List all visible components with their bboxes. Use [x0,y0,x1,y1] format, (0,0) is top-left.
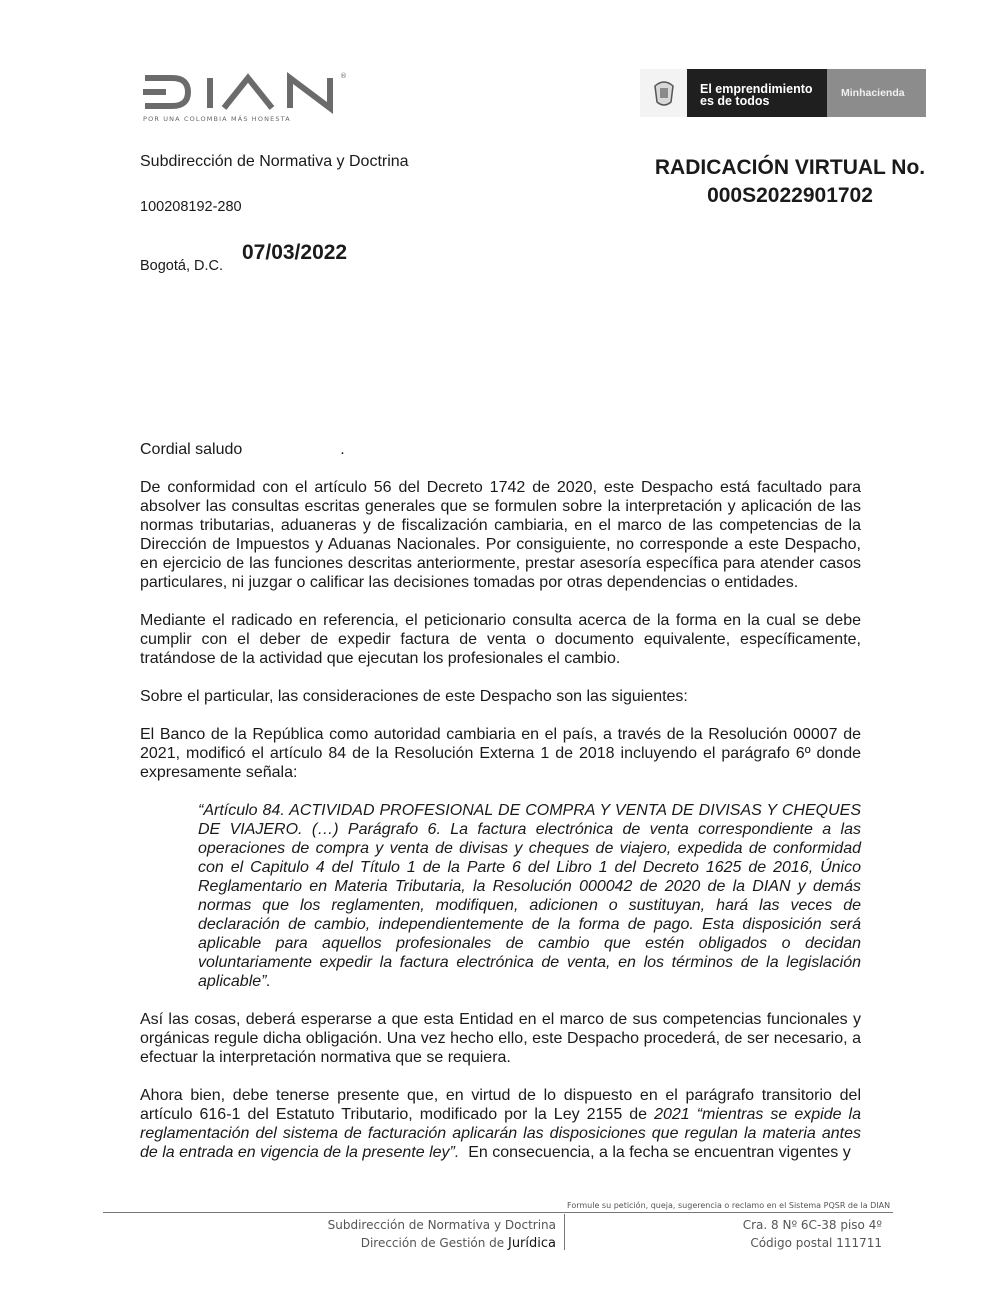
transitory-quote: 2021 “mientras se expide la reglamentación del sistema de facturación aplicarán las disposiciones que regulan la materia antes de la entrada en vigencia de la presente ley”. [140,1106,861,1161]
government-logo [640,69,926,117]
transitory-tail: En consecuencia, a la fecha se encuentran vigentes y [459,1144,851,1161]
paragraph-transitory [140,1086,861,1162]
quoted-article: “Artículo 84. ACTIVIDAD PROFESIONAL DE COMPRA Y VENTA DE DIVISAS Y CHEQUES DE VIAJERO. (…) Parágrafo 6. La factura electrónica de venta correspondiente a las operaciones de compra y venta de divisas y cheques de viajero, expedida de conformidad con el Capitulo 4 del Título 1 de la Parte 6 del Libro 1 del Decreto 1625 de 2016, Único Reglamentario en Materia Tributaria, la Resolución 000042 de 2020 de la DIAN y demás normas que los reglamenten, modifiquen, adicionen o sustituyan, hará las veces de declaración de cambio, independientemente de la forma de pago. Esta disposición será aplicable para aquellos profesionales de cambio que estén obligados o decidan voluntariamente expedir la factura electrónica de venta, en los términos de la legislación aplicable”. [198,802,861,990]
place: Bogotá, D.C. [140,258,224,274]
gov-slogan-line1: El emprendimiento [700,82,813,96]
footer-direction-strong: Jurídica [507,1236,556,1251]
footer-postal: Código postal 111711 [750,1236,882,1250]
paragraph-consultation: Mediante el radicado en referencia, el peticionario consulta acerca de la forma en la cual se debe cumplir con el deber de expedir factura de venta o documento equivalente, específicamente, tratándose de la actividad que ejecutan los profesionales el cambio. [140,612,861,667]
footer-direction-prefix: Dirección de Gestión de [360,1236,508,1250]
greeting-dot: . [340,441,345,458]
footer-office-block [328,1216,556,1253]
dian-wordmark-icon [140,70,355,115]
svg-text:®: ® [340,72,347,80]
radicacion-value: 000S2022901702 [707,184,873,207]
footer-address: Cra. 8 Nº 6C-38 piso 4º [742,1218,882,1232]
footer-address-block [743,1216,882,1252]
footer-rule [103,1212,893,1213]
paragraph-considerations: Sobre el particular, las consideraciones de este Despacho son las siguientes: [140,688,688,705]
dian-tagline: POR UNA COLOMBIA MÁS HONESTA [143,115,291,123]
paragraph-competence: De conformidad con el artículo 56 del Decreto 1742 de 2020, este Despacho está facultado para absolver las consultas escritas generales que se formulen sobre la interpretación y aplicación de las normas tributarias, aduaneras y de fiscalización cambiaria, en el marco de las competencias de la Dirección de Impuestos y Aduanas Nacionales. Por consiguiente, no corresponde a este Despacho, en ejercicio de las funciones descritas anteriormente, prestar asesoría específica para atender casos particulares, ni juzgar o calificar las decisiones tomadas por otras dependencias o entidades. [140,479,861,591]
transitory-text: Ahora bien, debe tenerse presente que, en virtud de lo dispuesto en el parágrafo transitorio del artículo 616-1 del Estatuto Tributario, modificado por la Ley 2155 de [140,1087,861,1123]
footer-direction [328,1234,556,1253]
gov-slogan-line2: es de todos [700,94,770,108]
office-name: Subdirección de Normativa y Doctrina [140,153,409,170]
paragraph-resolution: El Banco de la República como autoridad cambiaria en el país, a través de la Resolución 00007 de 2021, modificó el artículo 84 de la Resolución Externa 1 de 2018 incluyendo el parágrafo 6º donde expresamente señala: [140,726,861,781]
footer-office: Subdirección de Normativa y Doctrina [327,1218,556,1232]
radicacion-label: RADICACIÓN VIRTUAL No. [654,156,926,179]
radicacion-number [630,154,950,210]
pqsr-note: Formule su petición, queja, sugerencia o reclamo en el Sistema PQSR de la DIAN [567,1201,891,1210]
reference-number: 100208192-280 [140,199,242,215]
gov-slogan [687,69,827,117]
paragraph-conclusion: Así las cosas, deberá esperarse a que esta Entidad en el marco de sus competencias funcionales y orgánicas regule dicha obligación. Una vez hecho ello, este Despacho procederá, de ser necesario, a efectuar la interpretación normativa que se requiera. [140,1011,861,1066]
ministry-label: Minhacienda [827,69,926,117]
greeting [140,440,861,459]
coat-of-arms-icon [640,69,687,117]
document-date: 07/03/2022 [242,241,348,264]
greeting-text: Cordial saludo [140,441,243,458]
footer-divider [564,1214,565,1250]
letter-body [140,440,861,1181]
